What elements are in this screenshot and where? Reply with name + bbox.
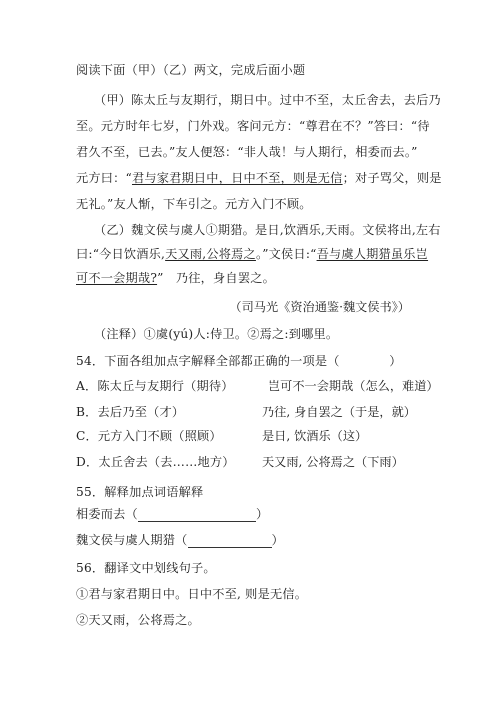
passage-text: 曰:“今日饮酒乐,	[76, 247, 166, 261]
item-text: 魏文侯与虞人期猎（	[76, 533, 188, 547]
passage-jia-line-2: 至。元方时年七岁，门外戏。客问元方：“尊君在不？”答曰：“待	[76, 119, 430, 133]
question-55-item-1	[76, 506, 268, 522]
passage-jia-line-4	[76, 170, 442, 186]
item-text: 相委而去（	[76, 507, 138, 521]
source-citation: （司马光《资治通鉴·魏文侯书》）	[229, 300, 410, 314]
option-b-right: 乃往, 身自罢之（于是，就）	[262, 405, 416, 419]
underlined-sentence: 吾与虞人期猎虽乐岂	[316, 247, 429, 261]
passage-text: ；对子骂父，则是	[342, 171, 442, 185]
intro-instruction: 阅读下面（甲）（乙）两文，完成后面小题	[76, 63, 306, 77]
passage-jia-line-5: 无礼。”友人惭，下车引之。元方入门不顾。	[76, 197, 312, 211]
passage-text: 元方曰：“	[76, 171, 132, 185]
answer-blank[interactable]	[188, 534, 272, 548]
question-56-item-2: ②天又雨，公将焉之。	[76, 613, 200, 627]
passage-jia-line-3: 君久不至，已去。”友人便怒：“非人哉！与人期行，相委而去。”	[76, 145, 418, 159]
question-55-item-2	[76, 532, 284, 548]
option-d-right: 天又雨, 公将焉之（下雨）	[262, 455, 404, 469]
passage-yi-line-2	[76, 246, 428, 262]
question-55-stem: 55．解释加点词语解释	[76, 485, 204, 499]
item-text: ）	[255, 507, 269, 521]
passage-text: 。”文侯日:“	[255, 247, 317, 261]
option-d-left: D．太丘舍去（去……地方）	[76, 455, 235, 469]
underlined-sentence: 君与家君期日中，日中不至，则是无信	[131, 171, 343, 185]
passage-jia-line-1: （甲）陈太丘与友期行，期日中。过中不至，太丘舍去，去后乃	[94, 93, 441, 107]
underlined-sentence: 可不一会期哉?	[76, 271, 158, 285]
question-54-stem: 54．下面各组加点字解释全部都正确的一项是（ ）	[76, 354, 402, 368]
passage-yi-line-3	[76, 270, 275, 286]
option-c-right: 是日, 饮酒乐（这）	[262, 429, 368, 443]
passage-text: ” 乃往，身自罢之。	[157, 271, 275, 285]
option-b-left: B．去后乃至（才）	[76, 405, 185, 419]
question-56-item-1: ①君与家君期日中。日中不至, 则是无信。	[76, 587, 308, 601]
notes: （注释）①虞(yú)人:侍卫。②焉之:到哪里。	[94, 327, 339, 341]
option-c-left: C．元方入门不顾（照顾）	[76, 429, 222, 443]
option-a-left: A．陈太丘与友期行（期待）	[76, 379, 234, 393]
underlined-sentence: 天又雨,公将焉之	[165, 247, 256, 261]
question-56-stem: 56．翻译文中划线句子。	[76, 561, 216, 575]
passage-yi-line-1: （乙）魏文侯与虞人①期猎。是日,饮酒乐,天雨。文侯将出,左右	[94, 223, 441, 237]
option-a-right: 岂可不一会期哉（怎么，难道）	[268, 379, 439, 393]
item-text: ）	[271, 533, 284, 547]
answer-blank[interactable]	[138, 508, 256, 522]
